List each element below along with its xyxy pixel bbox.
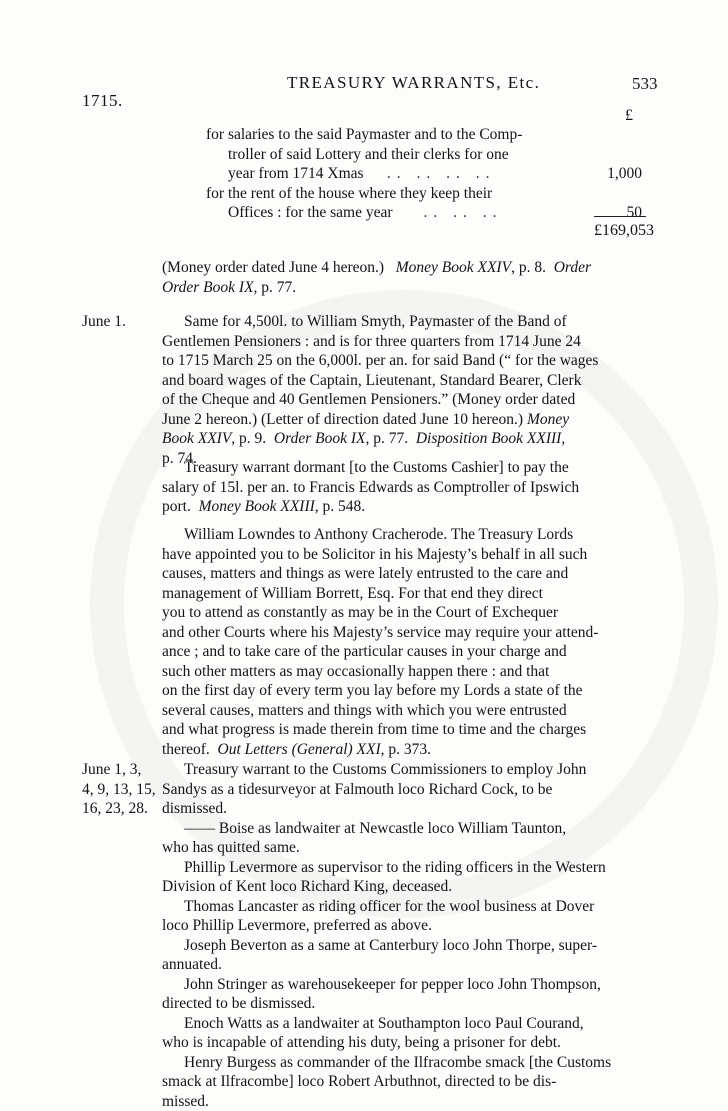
customs-line: Sandys as a tidesurveyor at Falmouth loco Richard Cock, to be <box>162 780 646 800</box>
ledger-item <box>206 184 646 223</box>
currency-column-heading: £ <box>625 107 633 125</box>
dot-leaders: .. .. .. <box>424 204 503 221</box>
customs-line: annuated. <box>162 955 646 975</box>
ledger-line: for salaries to the said Paymaster and to the Comp- <box>206 125 646 145</box>
ledger-line: troller of said Lottery and their clerks for one <box>206 145 646 165</box>
customs-line: Henry Burgess as commander of the Ilfracombe smack [the Customs <box>162 1053 646 1073</box>
ledger-item <box>206 125 646 184</box>
customs-line: who has quitted same. <box>162 838 646 858</box>
dot-leaders: .. .. .. .. <box>387 165 496 182</box>
ledger-line: year from 1714 Xmas .. .. .. .. <box>206 164 646 184</box>
ledger-amount: 50 <box>627 203 643 223</box>
customs-line: loco Phillip Levermore, preferred as above. <box>162 916 646 936</box>
running-title: TREASURY WARRANTS, Etc. <box>287 73 540 93</box>
customs-line: who is incapable of attending his duty, being a prisoner for debt. <box>162 1033 646 1053</box>
customs-line: directed to be dismissed. <box>162 994 646 1014</box>
customs-line: Treasury warrant to the Customs Commissioners to employ John <box>162 760 646 780</box>
ledger-line: for the rent of the house where they keep their <box>206 184 646 204</box>
customs-line: John Stringer as warehousekeeper for pepper loco John Thompson, <box>162 975 646 995</box>
running-year: 1715. <box>82 91 123 111</box>
customs-line: dismissed. <box>162 799 646 819</box>
customs-line: Division of Kent loco Richard King, deceased. <box>162 877 646 897</box>
page-number: 533 <box>632 74 658 94</box>
customs-dates: June 1, 3, 4, 9, 13, 15, 16, 23, 28. <box>82 760 156 819</box>
ledger-amount: 1,000 <box>607 164 642 184</box>
customs-line: Thomas Lancaster as riding officer for the wool business at Dover <box>162 897 646 917</box>
ledger-total: £169,053 <box>594 222 644 240</box>
customs-warrants <box>162 760 646 1111</box>
june1-entry: Same for 4,500l. to William Smyth, Paymaster of the Band of Gentlemen Pensioners : and is for three quarters from 1714 June 24 to 1715 March 25 on the 6,000l. per an. for said Band (“ for the wages and board wages of the Captain, Lieutenant, Standard Bearer, Clerk of the Cheque and 40 Gentlemen Pensioners.” (Money order dated June 2 hereon.) (Letter of direction dated June 10 hereon.) Money Book XXIV, p. 9. Order Book IX, p. 77. Disposition Book XXIII, p. 74. <box>162 312 646 468</box>
money-order-note: (Money order dated June 4 hereon.) Money Book XXIV, p. 8. Order Order Book IX, p. 77. <box>162 258 646 297</box>
total-rule <box>594 216 646 217</box>
customs-line: smack at Ilfracombe] loco Robert Arbuthnot, directed to be dis- <box>162 1072 646 1092</box>
lowndes-letter-entry: William Lowndes to Anthony Cracherode. The Treasury Lords have appointed you to be Solicitor in his Majesty’s behalf in all such causes, matters and things as were lately entrusted to the care and management of William Borrett, Esq. For that end they direct you to attend as constantly as may be in the Court of Exchequer and other Courts where his Majesty’s service may require your attend- ance ; and to take care of the particular causes in your charge and such other matters as may occasionally happen there : and that on the first day of every term you lay before my Lords a state of the several causes, matters and things with which you were entrusted and what progress is made therein from time to time and the charges thereof. Out Letters (General) XXI, p. 373. <box>162 525 646 759</box>
customs-line: —— Boise as landwaiter at Newcastle loco William Taunton, <box>162 819 646 839</box>
customs-line: missed. <box>162 1092 646 1111</box>
customs-line: Enoch Watts as a landwaiter at Southampton loco Paul Courand, <box>162 1014 646 1034</box>
entry-date: June 1. <box>82 312 126 332</box>
ledger-line: Offices : for the same year .. .. .. <box>206 203 646 223</box>
customs-line: Phillip Levermore as supervisor to the riding officers in the Western <box>162 858 646 878</box>
customs-line: Joseph Beverton as a same at Canterbury loco John Thorpe, super- <box>162 936 646 956</box>
dormant-warrant-entry: Treasury warrant dormant [to the Customs Cashier] to pay the salary of 15l. per an. to Francis Edwards as Comptroller of Ipswich port. Money Book XXIII, p. 548. <box>162 458 646 517</box>
ledger-items <box>206 125 646 223</box>
